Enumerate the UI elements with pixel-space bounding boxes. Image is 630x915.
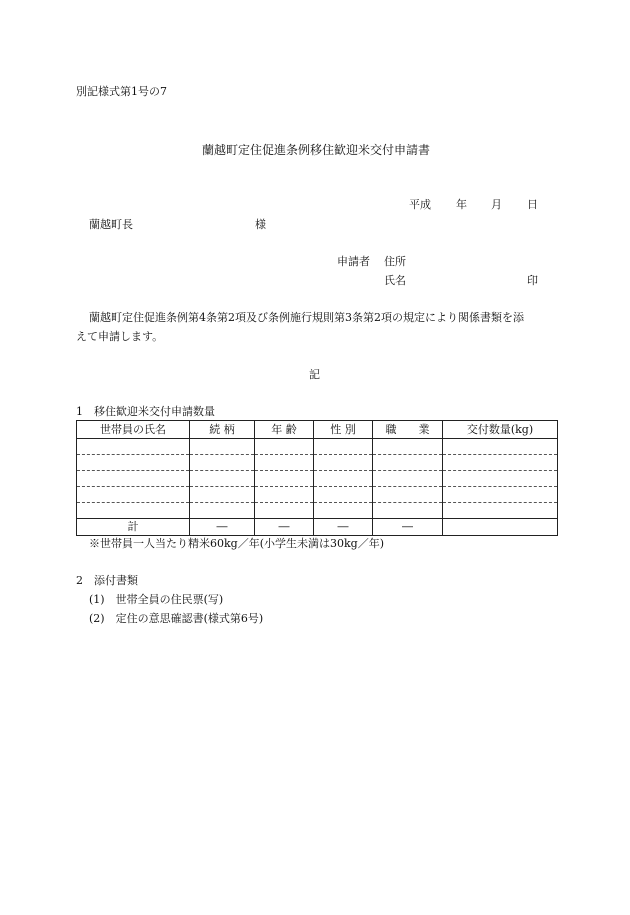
table-cell[interactable] [443,503,558,519]
col-relationship: 続 柄 [190,421,255,439]
table-cell[interactable] [255,439,314,455]
table-cell[interactable] [314,503,373,519]
name-label: 氏名 [384,274,406,287]
body-text-line-1: 蘭越町定住促進条例第4条第2項及び条例施行規則第3条第2項の規定により関係書類を添 [89,311,524,324]
table-cell[interactable] [443,471,558,487]
body-text-line-2: えて申請します。 [76,330,164,343]
table-cell[interactable] [190,439,255,455]
total-row [77,519,558,536]
table-cell[interactable] [373,503,443,519]
total-age-dash: ― [255,519,314,536]
quantity-table [76,420,558,536]
table-row [77,503,558,519]
attachment-item-2: (2) 定住の意思確認書(様式第6号) [89,612,264,625]
total-label: 計 [77,519,190,536]
rice-quantity-note: ※世帯員一人当たり精米60kg／年(小学生未満は30kg／年) [89,537,384,550]
table-cell[interactable] [77,455,190,471]
recipient-name: 蘭越町長 [89,218,133,231]
col-age: 年 齢 [255,421,314,439]
attachment-item-1: (1) 世帯全員の住民票(写) [89,593,224,606]
date-day-unit: 日 [527,198,538,211]
table-cell[interactable] [443,487,558,503]
table-cell[interactable] [77,471,190,487]
section1-heading: 1 移住歓迎米交付申請数量 [76,405,215,418]
table-cell[interactable] [190,503,255,519]
table-cell[interactable] [373,487,443,503]
col-sex: 性 別 [314,421,373,439]
table-cell[interactable] [373,471,443,487]
page-title: 蘭越町定住促進条例移住歓迎米交付申請書 [202,143,431,157]
ki-marker: 記 [309,368,320,381]
table-row [77,439,558,455]
seal-mark: 印 [527,274,538,287]
table-row [77,455,558,471]
table-cell[interactable] [373,439,443,455]
table-cell[interactable] [255,503,314,519]
total-occupation-dash: ― [373,519,443,536]
table-cell[interactable] [314,487,373,503]
applicant-label: 申請者 [337,255,370,268]
table-cell[interactable] [255,471,314,487]
table-cell[interactable] [314,439,373,455]
table-cell[interactable] [190,455,255,471]
table-row [77,471,558,487]
table-cell[interactable] [255,455,314,471]
recipient-honorific: 様 [255,218,266,231]
col-occupation: 職 業 [373,421,443,439]
total-quantity-cell[interactable] [443,519,558,536]
table-cell[interactable] [314,455,373,471]
table-header-row [77,421,558,439]
total-sex-dash: ― [314,519,373,536]
table-cell[interactable] [190,487,255,503]
col-member-name: 世帯員の氏名 [77,421,190,439]
table-cell[interactable] [77,487,190,503]
table-cell[interactable] [190,471,255,487]
date-era: 平成 [409,198,431,211]
date-year-unit: 年 [456,198,467,211]
address-label: 住所 [384,255,406,268]
table-cell[interactable] [443,439,558,455]
table-cell[interactable] [373,455,443,471]
table-row [77,487,558,503]
table-cell[interactable] [314,471,373,487]
section2-heading: 2 添付書類 [76,574,138,587]
table-cell[interactable] [77,503,190,519]
total-relationship-dash: ― [190,519,255,536]
col-quantity: 交付数量(kg) [443,421,558,439]
table-cell[interactable] [77,439,190,455]
form-number: 別記様式第1号の7 [76,85,167,98]
date-month-unit: 月 [491,198,502,211]
table-cell[interactable] [443,455,558,471]
table-cell[interactable] [255,487,314,503]
